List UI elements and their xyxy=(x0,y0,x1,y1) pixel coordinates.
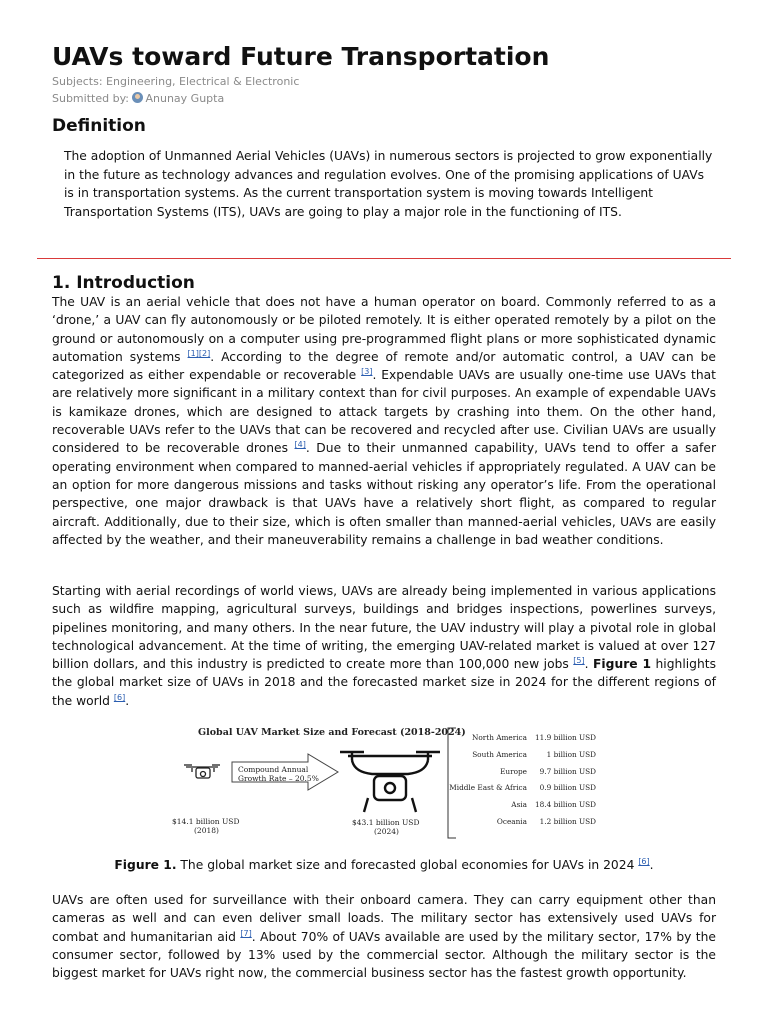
figure-caption xyxy=(52,858,716,872)
caption-end: . xyxy=(649,858,654,872)
citation-link[interactable]: [3] xyxy=(361,367,373,377)
article-title: UAVs toward Future Transportation xyxy=(52,42,550,71)
value-2018: $14.1 billion USD xyxy=(172,817,240,826)
submitted-label: Submitted by: xyxy=(52,92,129,105)
value-2024: $43.1 billion USD xyxy=(352,818,420,827)
paragraph-text: . xyxy=(584,657,594,672)
introduction-heading: 1. Introduction xyxy=(52,273,195,293)
year-2024: (2024) xyxy=(374,827,399,836)
region-name: Asia xyxy=(511,800,527,809)
region-value: 1 billion USD xyxy=(546,750,596,759)
figure-title: Global UAV Market Size and Forecast (2018-2024) xyxy=(198,727,466,738)
region-name: North America xyxy=(472,733,527,742)
region-name: South America xyxy=(472,750,527,759)
citation-link[interactable]: [6] xyxy=(113,692,126,702)
author-avatar xyxy=(132,92,143,103)
definition-heading: Definition xyxy=(52,116,146,136)
paragraph-text: highlights the global market size of UAVs in 2018 and the forecasted market size in 2024 for the different regions of the world xyxy=(52,657,716,708)
author-name[interactable]: Anunay Gupta xyxy=(145,92,225,105)
year-2018: (2018) xyxy=(194,826,219,835)
intro-paragraph-2 xyxy=(52,582,716,710)
citation-link[interactable]: [1] xyxy=(187,348,199,358)
region-value: 1.2 billion USD xyxy=(539,817,596,826)
paragraph-text: . Due to their unmanned capability, UAVs tend to offer a safer operating environment when compared to manned-aerial vehicles if appropriately regulated. A UAV can be an option for more dangerous missions and tasks without risking any operator’s life. From the operational perspective, one major drawback is that UAVs have a relatively short flight, as compared to regular aircraft. Additionally, due to their size, which is often smaller than manned-aerial vehicles, UAVs are easily affected by the weather, and their maneuverability remains a challenge in bad weather conditions. xyxy=(52,441,716,547)
citation-link[interactable]: [2] xyxy=(198,348,211,358)
figure-1-image xyxy=(168,720,600,844)
paragraph-text: . About 70% of UAVs available are used by the military sector, 17% by the consumer sector, followed by 13% used by the commercial sector. Although the military sector is the biggest market for UAVs right now, the commercial business sector has the fastest growth opportunity. xyxy=(52,929,716,981)
region-name: Oceania xyxy=(496,817,527,826)
paragraph-text: . Expendable UAVs are usually one-time use UAVs that are relatively more significant in a military context than for civil purposes. An example of expendable UAVs is kamikaze drones, which are designed to attack targets by crashing into them. On the other hand, recoverable UAVs refer to the UAVs that can be recovered and recycled after use. Civilian UAVs are usually considered to be recoverable drones xyxy=(52,368,716,456)
region-value: 9.7 billion USD xyxy=(539,767,596,776)
caption-text: The global market size and forecasted global economies for UAVs in 2024 xyxy=(176,858,639,872)
market-infographic xyxy=(168,720,600,844)
subjects-line: Subjects: Engineering, Electrical & Electronic xyxy=(52,75,300,88)
large-drone-icon xyxy=(340,752,440,812)
paragraph-text: . xyxy=(125,693,130,708)
intro-paragraph-3 xyxy=(52,891,716,982)
region-value: 0.9 billion USD xyxy=(539,783,596,792)
submitted-line xyxy=(52,92,224,105)
regions-list xyxy=(449,733,596,826)
region-value: 11.9 billion USD xyxy=(535,733,596,742)
figure-reference: Figure 1 xyxy=(593,657,652,672)
region-name: Middle East & Africa xyxy=(449,783,527,792)
citation-link[interactable]: [6] xyxy=(638,856,650,866)
definition-text: The adoption of Unmanned Aerial Vehicles (UAVs) in numerous sectors is projected to grow exponentially in the future as technology advances and regulation evolves. One of the promising applications of UAVs is in transportation systems. As the current transportation system is moving towards Intelligent Transportation Systems (ITS), UAVs are going to play a major role in the functioning of ITS. xyxy=(64,149,713,219)
caption-label: Figure 1. xyxy=(114,858,177,872)
region-name: Europe xyxy=(500,767,527,776)
paragraph-text: Starting with aerial recordings of world views, UAVs are already being implemented in various applications such as wildfire mapping, agricultural surveys, buildings and bridges inspections, powerlines surveys, pipelines monitoring, and many others. In the near future, the UAV industry will play a pivotal role in global technological advancement. At the time of writing, the emerging UAV-related market is valued at over 127 billion dollars, and this industry is predicted to create more than 100,000 new jobs xyxy=(52,584,716,672)
section-divider xyxy=(37,258,731,259)
paragraph-text: UAVs are often used for surveillance with their onboard camera. They can carry equipment other than cameras as well and can even deliver small loads. The military sector has extensively used UAVs for combat and humanitarian aid xyxy=(52,893,716,944)
intro-paragraph-1 xyxy=(52,293,716,549)
region-value: 18.4 billion USD xyxy=(535,800,596,809)
citation-link[interactable]: [4] xyxy=(294,440,306,450)
citation-link[interactable]: [7] xyxy=(240,928,252,938)
paragraph-text: . According to the degree of remote and/or automatic control, a UAV can be categorized as either expendable or recoverable xyxy=(52,349,716,383)
citation-link[interactable]: [5] xyxy=(573,656,585,666)
paragraph-text: The UAV is an aerial vehicle that does not have a human operator on board. Commonly referred to as a ‘drone,’ a UAV can fly autonomously or be piloted remotely. It is either operated remotely by a pilot on the ground or autonomously on a computer using pre-programmed flight plans or more sophisticated dynamic automation systems xyxy=(52,295,716,364)
small-drone-icon xyxy=(184,765,220,778)
cagr-label-1: Compound Annual xyxy=(238,765,309,774)
cagr-label-2: Growth Rate – 20.5% xyxy=(238,774,319,783)
